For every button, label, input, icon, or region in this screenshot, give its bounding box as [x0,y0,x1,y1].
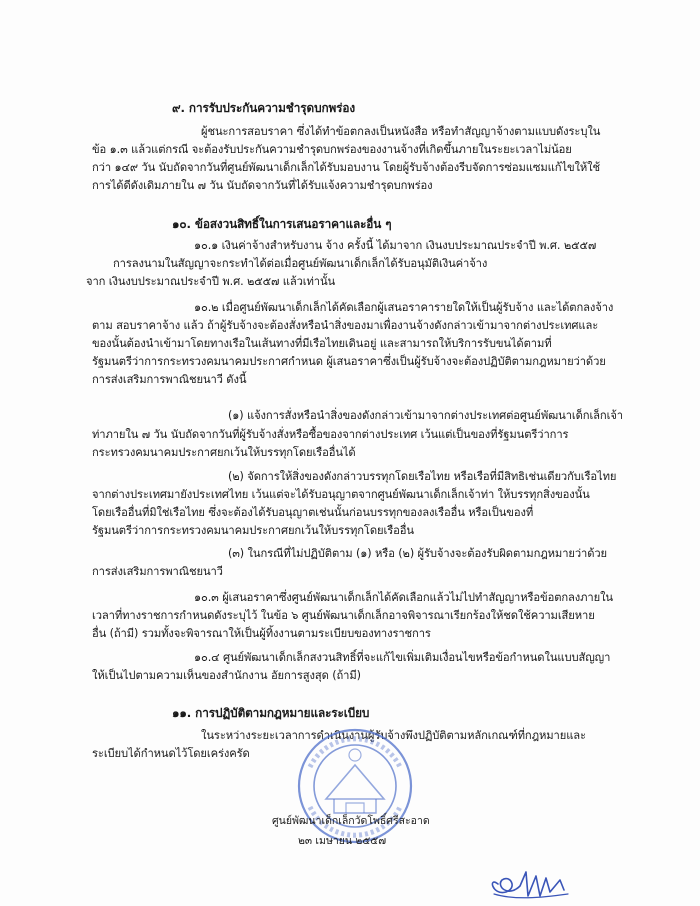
s10-line-5: ตาม สอบราคาจ้าง แล้ว ถ้าผู้รับจ้างจะต้องสั่งหรือนำสิ่งของมาเพื่องานจ้างดังกล่าวเข้ามาจากต่างประเทศและ [92,319,599,332]
s10-line-15: รัฐมนตรีว่าการกระทรวงคมนาคมประกาศยกเว้นให้บรรทุกโดยเรืออื่น [92,524,414,537]
s10-line-22: ให้เป็นไปตามความเห็นของสำนักงาน อัยการสูงสุด (ถ้ามี) [92,669,361,682]
s10-line-19: เวลาที่ทางราชการกำหนดดังระบุไว้ ในข้อ ๖ ศูนย์พัฒนาเด็กเล็กอาจพิจารณาเรียกร้องให้ชดใช้ความเสียหาย [92,609,595,622]
s11-line-2: ระเบียบได้กำหนดไว้โดยเคร่งครัด [92,747,250,760]
s10-line-14: โดยเรืออื่นที่มิใช่เรือไทย ซึ่งจะต้องได้รับอนุญาตเช่นนั้นก่อนบรรทุกของลงเรืออื่น หรือเป็นของที่ [92,506,534,519]
s10-line-2: การลงนามในสัญญาจะกระทำได้ต่อเมื่อศูนย์พัฒนาเด็กเล็กได้รับอนุมัติเงินค่าจ้าง [113,257,488,270]
section-9-heading: ๙. การรับประกันความชำรุดบกพร่อง [172,101,356,115]
s10-line-8: การส่งเสริมการพาณิชยนาวี ดังนี้ [92,373,247,386]
s10-line-3: จาก เงินงบประมาณประจำปี พ.ศ. ๒๕๕๗ แล้วเท่านั้น [86,275,336,288]
s10-line-7: รัฐมนตรีว่าการกระทรวงคมนาคมประกาศกำหนด ผู้เสนอราคาซึ่งเป็นผู้รับจ้างจะต้องปฏิบัติตามกฎหมายว่าด้วย [92,355,606,368]
s10-line-9: (๑) แจ้งการสั่งหรือนำสิ่งของดังกล่าวเข้ามาจากต่างประเทศต่อศูนย์พัฒนาเด็กเล็กเจ้า [228,409,623,422]
s10-line-11: กระทรวงคมนาคมประกาศยกเว้นให้บรรทุกโดยเรืออื่นได้ [92,446,356,459]
signature-date: ๒๓ เมษายน ๒๕๕๗ [298,835,387,847]
s9-line-2: ข้อ ๑.๓ แล้วแต่กรณี จะต้องรับประกันความชำรุดบกพร่องของงานจ้างที่เกิดขึ้นภายในระยะเวลาไม่น้อย [92,143,572,156]
handwritten-signature [484,866,570,902]
s10-line-13: จากต่างประเทศมายังประเทศไทย เว้นแต่จะได้รับอนุญาตจากศูนย์พัฒนาเด็กเล็กเจ้าท่า ให้บรรทุกสิ่งของนั้น [92,488,590,501]
section-11-heading: ๑๑. การปฏิบัติตามกฎหมายและระเบียบ [172,706,370,720]
s10-line-20: อื่น (ถ้ามี) รวมทั้งจะพิจารณาให้เป็นผู้ทิ้งงานตามระเบียบของทางราชการ [92,627,431,640]
s10-line-1: ๑๐.๑ เงินค่าจ้างสำหรับงาน จ้าง ครั้งนี้ ได้มาจาก เงินงบประมาณประจำปี พ.ศ. ๒๕๕๗ [194,239,597,252]
s9-line-4: การได้ดีดังเดิมภายใน ๗ วัน นับถัดจากวันที่ได้รับแจ้งความชำรุดบกพร่อง [92,179,433,192]
s10-line-6: ของนั้นต้องนำเข้ามาโดยทางเรือในเส้นทางที่มีเรือไทยเดินอยู่ และสามารถให้บริการรับขนได้ตามที่ [92,337,552,350]
s10-line-10: ท่าภายใน ๗ วัน นับถัดจากวันที่ผู้รับจ้างสั่งหรือซื้อของจากต่างประเทศ เว้นแต่เป็นของที่รัฐมนตรีว่าการ [92,428,569,441]
s9-line-1: ผู้ชนะการสอบราคา ซึ่งได้ทำข้อตกลงเป็นหนังสือ หรือทำสัญญาจ้างตามแบบดังระบุใน [201,125,601,138]
signature-org-name: ศูนย์พัฒนาเด็กเล็กวัดโพธิ์ศรีสะอาด [272,815,430,827]
s10-line-12: (๒) จัดการให้สิ่งของดังกล่าวบรรทุกโดยเรือไทย หรือเรือที่มีสิทธิเช่นเดียวกับเรือไทย [228,470,617,483]
s10-line-16: (๓) ในกรณีที่ไม่ปฏิบัติตาม (๑) หรือ (๒) ผู้รับจ้างจะต้องรับผิดตามกฎหมายว่าด้วย [228,547,608,560]
s9-line-3: กว่า ๑๔๙ วัน นับถัดจากวันที่ศูนย์พัฒนาเด็กเล็กได้รับมอบงาน โดยผู้รับจ้างต้องรีบจัดการซ่อมแซมแก้ไขให้ใช้ [92,161,601,174]
s10-line-18: ๑๐.๓ ผู้เสนอราคาซึ่งศูนย์พัฒนาเด็กเล็กได้คัดเลือกแล้วไม่ไปทำสัญญาหรือข้อตกลงภายใน [194,591,613,604]
s10-line-17: การส่งเสริมการพาณิชยนาวี [92,565,223,578]
s10-line-4: ๑๐.๒ เมื่อศูนย์พัฒนาเด็กเล็กได้คัดเลือกผู้เสนอราคารายใดให้เป็นผู้รับจ้าง และได้ตกลงจ้าง [194,301,614,314]
section-10-heading: ๑๐. ข้อสงวนสิทธิ์ในการเสนอราคาและอื่น ๆ [172,217,392,231]
s10-line-21: ๑๐.๔ ศูนย์พัฒนาเด็กเล็กสงวนสิทธิ์ที่จะแก้ไขเพิ่มเติมเงื่อนไขหรือข้อกำหนดในแบบสัญญา [194,651,611,664]
s11-line-1: ในระหว่างระยะเวลาการดำเนินงานผู้รับจ้างพึงปฏิบัติตามหลักเกณฑ์ที่กฎหมายและ [201,729,586,742]
